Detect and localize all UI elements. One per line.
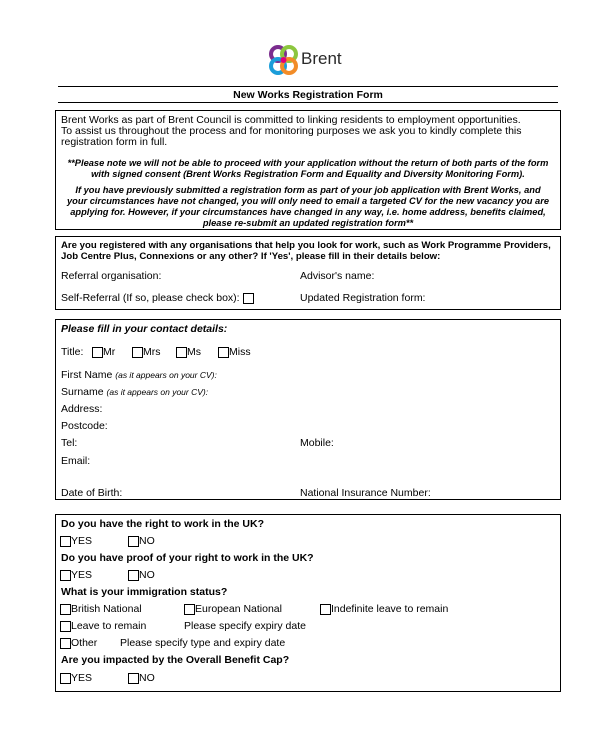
address-label: Address: [61, 403, 103, 415]
indefinite-label: Indefinite leave to remain [331, 603, 449, 615]
other-checkbox[interactable] [60, 638, 71, 649]
surname-row [61, 386, 208, 398]
organisations-box [55, 236, 561, 310]
leave-expiry-hint: Please specify expiry date [184, 620, 306, 632]
title-mr-checkbox[interactable] [92, 347, 103, 358]
right-no-option[interactable] [128, 535, 155, 547]
orgs-question-line-2: Job Centre Plus, Connexions or any other? If 'Yes', please fill in their details below: [61, 251, 441, 262]
other-type-expiry-hint: Please specify type and expiry date [120, 637, 286, 649]
self-referral-checkbox[interactable] [243, 293, 254, 304]
title-ms-label: Ms [187, 346, 201, 358]
contact-heading: Please fill in your contact details: [61, 323, 228, 335]
other-option[interactable] [60, 637, 97, 649]
self-referral-label: Self-Referral (If so, please check box): [61, 292, 240, 304]
right-no-label: NO [139, 535, 155, 547]
title-option-mr[interactable] [92, 346, 115, 358]
title-option-miss[interactable] [218, 346, 251, 358]
proof-question: Do you have proof of your right to work in the UK? [61, 552, 314, 564]
title-ms-checkbox[interactable] [176, 347, 187, 358]
first-name-hint: (as it appears on your CV): [115, 370, 217, 380]
proof-no-checkbox[interactable] [128, 570, 139, 581]
note2-line-4: please re-submit an updated registration form** [202, 218, 414, 228]
proof-no-label: NO [139, 569, 155, 581]
note2-line-1: If you have previously submitted a registration form as part of your job application with Brent Works, and [75, 185, 541, 195]
cap-no-label: NO [139, 672, 155, 684]
indefinite-checkbox[interactable] [320, 604, 331, 615]
title-label: Title: [61, 346, 84, 358]
european-option[interactable] [184, 603, 282, 615]
proof-yes-option[interactable] [60, 569, 92, 581]
proof-yes-checkbox[interactable] [60, 570, 71, 581]
postcode-label: Postcode: [61, 420, 108, 432]
proof-yes-label: YES [71, 569, 93, 581]
intro-line-2: To assist us throughout the process and for monitoring purposes we ask you to kindly complete this [61, 125, 522, 137]
surname-label: Surname [61, 386, 104, 398]
intro-line-1: Brent Works as part of Brent Council is committed to linking residents to employment opportunities. [61, 114, 521, 126]
cap-no-checkbox[interactable] [128, 673, 139, 684]
work-eligibility-box [55, 514, 561, 692]
surname-hint: (as it appears on your CV): [106, 387, 209, 397]
title-miss-label: Miss [229, 346, 251, 358]
orgs-question-line-1: Are you registered with any organisations that help you look for work, such as Work Programme Providers, [61, 240, 551, 251]
first-name-label: First Name [61, 369, 113, 381]
title-rule-bottom [58, 102, 558, 103]
note1-line-1: **Please note we will not be able to proceed with your application without the return of both parts of the form [67, 158, 549, 168]
form-title: New Works Registration Form [233, 89, 383, 101]
indefinite-option[interactable] [320, 603, 448, 615]
leave-remain-option[interactable] [60, 620, 146, 632]
contact-box [55, 319, 561, 500]
title-mr-label: Mr [103, 346, 116, 358]
european-label: European National [195, 603, 282, 615]
intro-box [55, 110, 561, 230]
note2-line-2: your circumstances have not changed, you will only need to email a targeted CV for the new vacancy you are [66, 196, 550, 206]
intro-line-3: registration form in full. [61, 136, 168, 148]
british-label: British National [71, 603, 142, 615]
benefit-cap-question: Are you impacted by the Overall Benefit Cap? [61, 654, 290, 666]
note2-line-3: applying for. However, if your circumstances have changed in any way, i.e. home address, benefits claimed, [70, 207, 546, 217]
right-to-work-question: Do you have the right to work in the UK? [61, 518, 265, 530]
leave-remain-checkbox[interactable] [60, 621, 71, 632]
email-label: Email: [61, 455, 91, 467]
immigration-question: What is your immigration status? [61, 586, 228, 598]
dob-label: Date of Birth: [61, 487, 123, 499]
cap-no-option[interactable] [128, 672, 155, 684]
logo-text: Brent [301, 49, 342, 68]
title-mrs-checkbox[interactable] [132, 347, 143, 358]
right-no-checkbox[interactable] [128, 536, 139, 547]
advisor-name-label: Advisor's name: [300, 270, 375, 282]
leave-remain-label: Leave to remain [71, 620, 147, 632]
title-miss-checkbox[interactable] [218, 347, 229, 358]
title-mrs-label: Mrs [143, 346, 161, 358]
mobile-label: Mobile: [300, 437, 334, 449]
self-referral-row [61, 292, 254, 304]
right-yes-label: YES [71, 535, 93, 547]
title-rule-top [58, 86, 558, 87]
ni-number-label: National Insurance Number: [300, 487, 431, 499]
right-yes-checkbox[interactable] [60, 536, 71, 547]
brent-logo [268, 44, 368, 78]
other-label: Other [71, 637, 98, 649]
tel-label: Tel: [61, 437, 78, 449]
proof-no-option[interactable] [128, 569, 155, 581]
european-checkbox[interactable] [184, 604, 195, 615]
british-checkbox[interactable] [60, 604, 71, 615]
british-option[interactable] [60, 603, 142, 615]
referral-org-label: Referral organisation: [61, 270, 162, 282]
right-yes-option[interactable] [60, 535, 92, 547]
title-option-ms[interactable] [176, 346, 201, 358]
cap-yes-label: YES [71, 672, 93, 684]
first-name-row [61, 369, 217, 381]
title-option-mrs[interactable] [132, 346, 161, 358]
updated-form-label: Updated Registration form: [300, 292, 426, 304]
cap-yes-option[interactable] [60, 672, 92, 684]
brent-logo-icon [268, 44, 300, 78]
cap-yes-checkbox[interactable] [60, 673, 71, 684]
note1-line-2: with signed consent (Brent Works Registration Form and Equality and Diversity Monitoring Form). [91, 169, 525, 179]
